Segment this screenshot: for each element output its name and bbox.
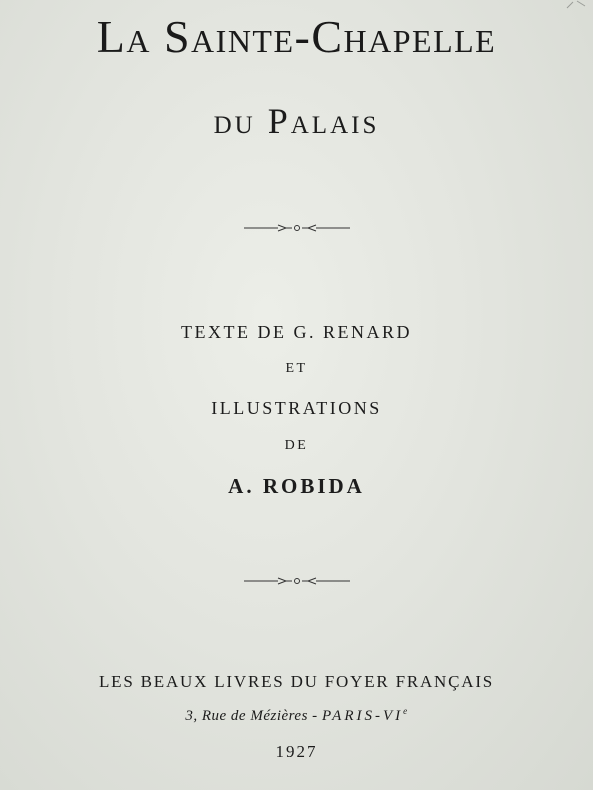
book-title-line-2: du Palais [213,101,380,141]
fleuron-icon [0,574,593,588]
publisher-name [0,672,593,692]
author-credit [0,322,593,343]
illustrator-name [0,474,593,499]
illustrations-label-text: ILLUSTRATIONS [211,398,382,418]
fleuron-icon [0,221,593,235]
publisher-city: PARIS-VI [321,708,404,724]
book-title-line-1: La Sainte-Chapelle [96,11,497,62]
publisher-street: 3, Rue de Mézières - [185,708,322,724]
publication-year [0,742,593,762]
book-title [0,10,593,63]
conjunction-et-text: ET [285,361,308,376]
publisher-address [0,706,593,725]
corner-mark [565,0,587,10]
publication-year-text: 1927 [275,742,318,761]
author-credit-text: TEXTE DE G. RENARD [181,322,412,342]
publisher-name-text: LES BEAUX LIVRES DU FOYER FRANÇAIS [98,672,495,691]
conjunction-et [0,361,593,377]
preposition-de [0,438,593,454]
illustrator-name-text: A. ROBIDA [228,474,365,498]
illustrations-label [0,398,593,419]
publisher-city-suffix: e [403,706,408,716]
book-subtitle [0,100,593,142]
preposition-de-text: DE [284,438,309,453]
